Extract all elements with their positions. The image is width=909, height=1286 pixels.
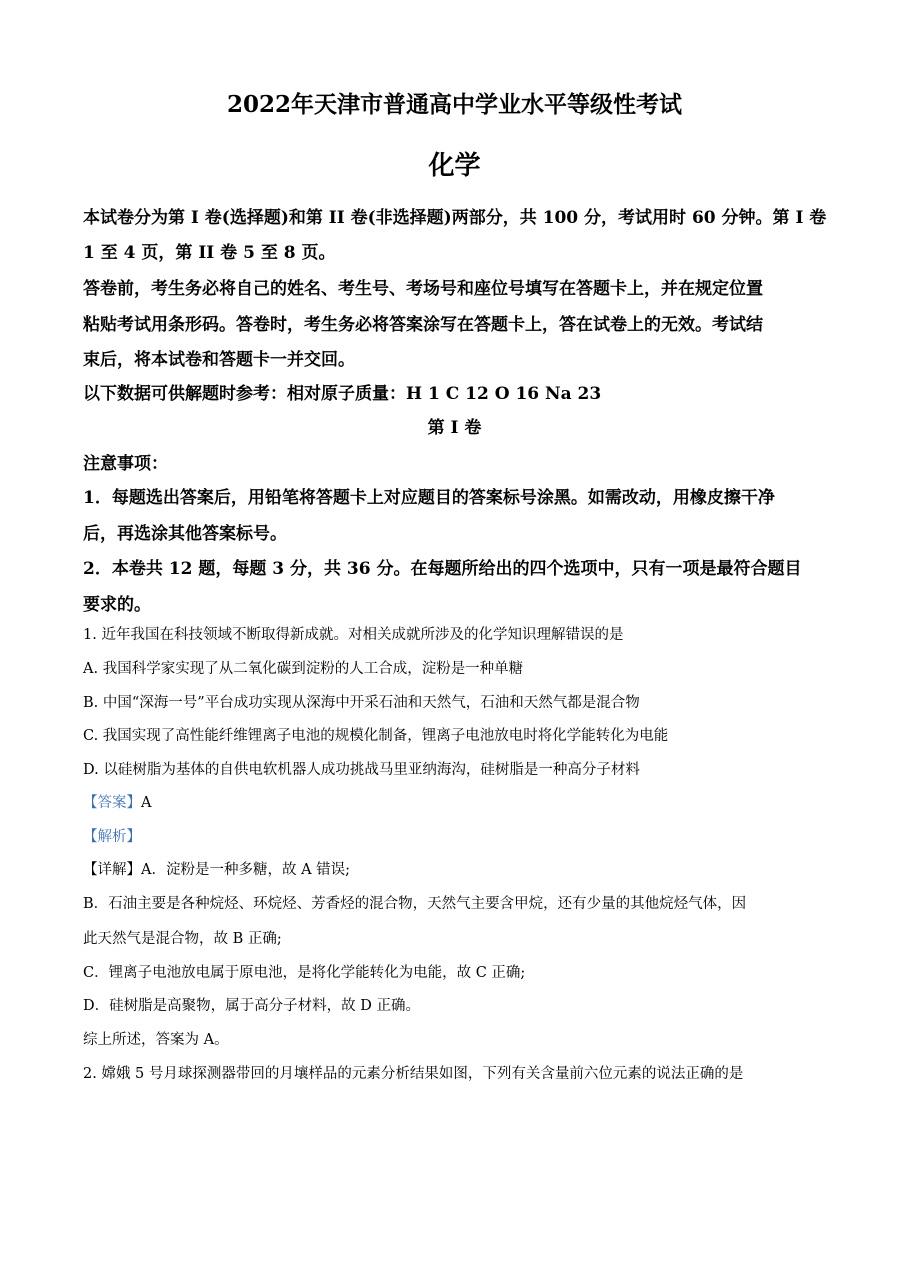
intro-line-1: 本试卷分为第 I 卷(选择题)和第 II 卷(非选择题)两部分，共 100 分，考试用时 60 分钟。第 I 卷 (83, 208, 827, 228)
question-2-stem: 2. 嫦娥 5 号月球探测器带回的月壤样品的元素分析结果如图，下列有关含量前六位元素的说法正确的是 (83, 1066, 744, 1082)
section-heading: 第 I 卷 (427, 418, 482, 438)
exam-title: 2022年天津市普通高中学业水平等级性考试 (226, 91, 682, 118)
intro-line-2: 1 至 4 页，第 II 卷 5 至 8 页。 (83, 243, 336, 263)
detail-line-2b: 此天然气是混合物，故 B 正确; (83, 931, 282, 947)
question-1-option-d: D. 以硅树脂为基体的自供电软机器人成功挑战马里亚纳海沟，硅树脂是一种高分子材料 (83, 762, 640, 778)
answer-value: A (141, 795, 152, 811)
detail-line-3: C．锂离子电池放电属于原电池，是将化学能转化为电能，故 C 正确; (83, 965, 526, 981)
detail-line-1: 【详解】A．淀粉是一种多糖，故 A 错误; (83, 862, 351, 878)
subject-title: 化学 (428, 151, 481, 181)
notes-item-2b: 要求的。 (83, 595, 151, 615)
notes-heading: 注意事项： (83, 454, 168, 474)
question-1-stem: 1. 近年我国在科技领域不断取得新成就。对相关成就所涉及的化学知识理解错误的是 (83, 627, 624, 643)
answer-tag: 【答案】 (83, 795, 141, 811)
summary-line: 综上所述，答案为 A。 (83, 1032, 229, 1048)
answer-line (83, 791, 151, 812)
detail-line-4: D．硅树脂是高聚物，属于高分子材料，故 D 正确。 (83, 998, 420, 1014)
notes-item-1b: 后，再选涂其他答案标号。 (83, 524, 287, 544)
question-1-option-b: B. 中国“深海一号”平台成功实现从深海中开采石油和天然气，石油和天然气都是混合物 (83, 695, 640, 711)
intro-line-4: 粘贴考试用条形码。答卷时，考生务必将答案涂写在答题卡上，答在试卷上的无效。考试结 (83, 315, 763, 335)
notes-item-1a: 1．每题选出答案后，用铅笔将答题卡上对应题目的答案标号涂黑。如需改动，用橡皮擦干净 (83, 488, 775, 508)
intro-line-3: 答卷前，考生务必将自己的姓名、考生号、考场号和座位号填写在答题卡上，并在规定位置 (83, 279, 763, 299)
question-1-option-a: A. 我国科学家实现了从二氧化碳到淀粉的人工合成，淀粉是一种单糖 (83, 661, 524, 677)
notes-item-2a: 2．本卷共 12 题，每题 3 分，共 36 分。在每题所给出的四个选项中，只有一项是最符合题目 (83, 559, 802, 579)
analysis-tag: 【解析】 (83, 829, 141, 845)
detail-line-2a: B．石油主要是各种烷烃、环烷烃、芳香烃的混合物，天然气主要含甲烷，还有少量的其他烷烃气体，因 (83, 896, 747, 912)
intro-line-5: 束后，将本试卷和答题卡一并交回。 (83, 350, 355, 370)
question-1-option-c: C. 我国实现了高性能纤维锂离子电池的规模化制备，锂离子电池放电时将化学能转化为电能 (83, 728, 669, 744)
intro-line-6: 以下数据可供解题时参考：相对原子质量：H 1 C 12 O 16 Na 23 (83, 384, 602, 404)
